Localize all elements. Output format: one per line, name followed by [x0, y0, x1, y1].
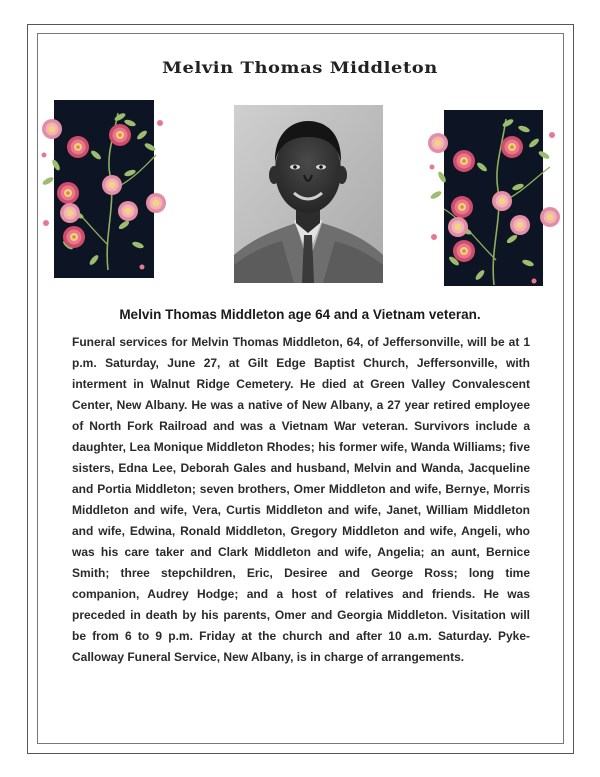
- rose-floral-left-icon: [38, 95, 174, 285]
- obituary-body: Funeral services for Melvin Thomas Middleton, 64, of Jeffersonville, will be at 1 p.m. Saturday, June 27, at Gilt Edge Baptist Church, Jeffersonville, with interment in Walnut Ridge Cemetery. He died at Green Valley Convalescent Center, New Albany. He was a native of New Albany, a 27 year retired employee of North Fork Railroad and was a Vietnam War veteran. Survivors include a daughter, Lea Monique Middleton Rhodes; his former wife, Wanda Williams; five sisters, Edna Lee, Deborah Gales and husband, Melvin and Wanda, Jacqueline and Portia Middleton; seven brothers, Omer Middleton and wife, Bernye, Morris Middleton and wife, Vera, Curtis Middleton and wife, Janet, William Middleton and wife, Edwina, Ronald Middleton, Gregory Middleton and wife, Angeli, who was his care taker and Clark Middleton and wife, Angelia; an aunt, Bernice Smith; three stepchildren, Eric, Desiree and George Ross; long time companion, Audrey Hodge; and a host of relatives and friends. He was preceded in death by his parents, Omer and Georgia Middleton. Visitation will be from 6 to 9 p.m. Friday at the church and after 10 a.m. Saturday. Pyke-Calloway Funeral Service, New Albany, is in charge of arrangements.: [72, 335, 530, 664]
- page-title: Melvin Thomas Middleton: [162, 58, 438, 77]
- rose-floral-right-icon: [428, 105, 564, 295]
- portrait-icon: [234, 105, 383, 283]
- portrait-photo: [234, 105, 383, 283]
- obituary-headline: Melvin Thomas Middleton age 64 and a Vietnam veteran.: [119, 307, 481, 322]
